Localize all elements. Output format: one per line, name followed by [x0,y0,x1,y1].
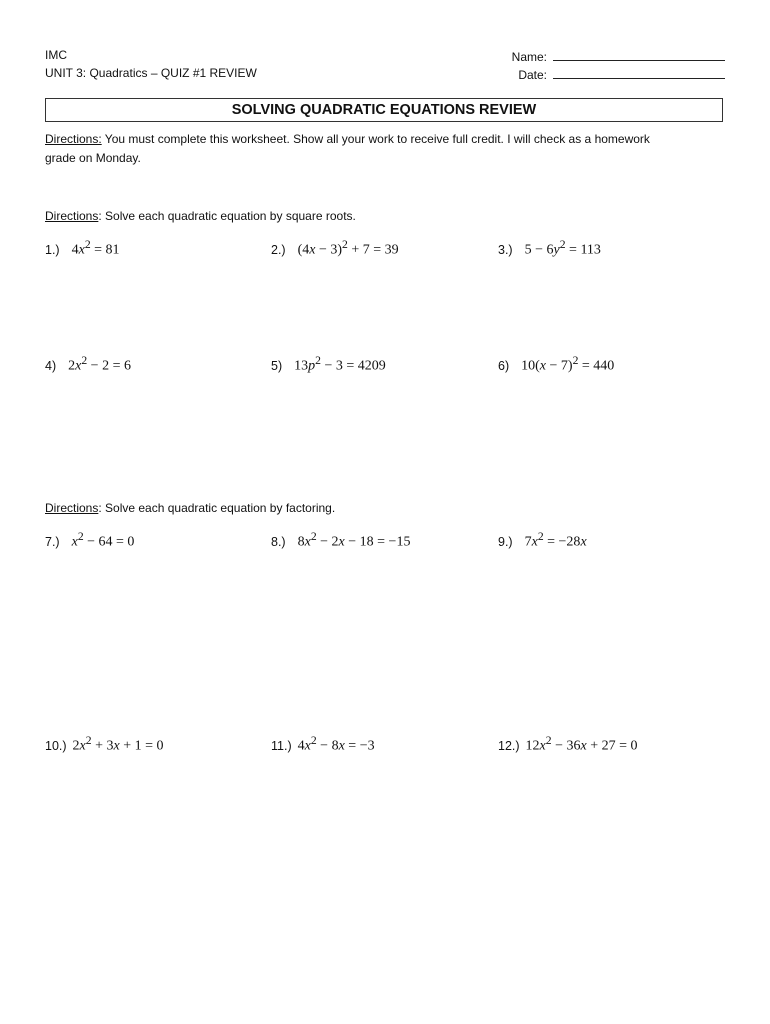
title-box [45,98,723,122]
problem-number: 8.) [271,534,286,549]
problem-number: 4) [45,358,57,373]
intro-directions-label: Directions: [45,132,102,146]
unit-label: UNIT 3: Quadratics – QUIZ #1 REVIEW [45,66,257,80]
problem-10 [45,734,164,755]
section2-directions-label: Directions [45,501,99,515]
problem-4 [45,354,131,375]
problem-number: 2.) [271,242,286,257]
problem-equation: $7x^2 = -28x$ [524,530,587,550]
date-field[interactable] [518,66,725,82]
problem-equation: $8x^2 - 2x - 18 = -15$ [297,530,411,550]
section2-directions-text: : Solve each quadratic equation by factoring. [98,501,336,515]
problem-8 [271,530,410,551]
problem-number: 10.) [45,738,67,753]
section1-directions-label: Directions [45,209,99,223]
problem-1 [45,238,120,259]
name-blank-line[interactable] [553,48,725,61]
section2-directions [45,499,335,518]
section1-directions-text: : Solve each quadratic equation by square roots. [98,209,356,223]
problem-equation: $5 - 6y^2 = 113$ [524,238,601,258]
problem-number: 3.) [498,242,513,257]
date-blank-line[interactable] [553,66,725,79]
problem-equation: $2x^2 + 3x + 1 = 0$ [72,734,164,754]
course-label: IMC [45,48,67,62]
problem-equation: $13p^2 - 3 = 4209$ [294,354,386,374]
problem-2 [271,238,399,259]
problem-equation: $12x^2 - 36x + 27 = 0$ [525,734,638,754]
problem-12 [498,734,638,755]
intro-directions [45,130,650,149]
name-field[interactable] [512,48,725,64]
problem-7 [45,530,134,551]
problem-number: 1.) [45,242,60,257]
problem-6 [498,354,614,375]
problem-number: 12.) [498,738,520,753]
section1-directions [45,207,356,226]
problem-equation: $2x^2 - 2 = 6$ [68,354,131,374]
problem-equation: $4x^2 = 81$ [71,238,120,258]
problem-3 [498,238,601,259]
problem-equation: $x^2 - 64 = 0$ [71,530,135,550]
problem-5 [271,354,386,375]
problem-number: 5) [271,358,283,373]
problem-equation: $10(x - 7)^2 = 440$ [521,354,615,374]
problem-equation: $4x^2 - 8x = -3$ [297,734,375,754]
page-title: SOLVING QUADRATIC EQUATIONS REVIEW [231,102,537,118]
date-label: Date: [518,68,547,82]
problem-11 [271,734,375,755]
intro-directions-text: You must complete this worksheet. Show all your work to receive full credit. I will check as a homework [101,132,650,146]
problem-number: 11.) [271,738,292,753]
problem-equation: $(4x - 3)^2 + 7 = 39$ [297,238,399,258]
problem-9 [498,530,587,551]
problem-number: 6) [498,358,510,373]
problem-number: 9.) [498,534,513,549]
problem-number: 7.) [45,534,60,549]
name-label: Name: [511,50,547,64]
intro-directions-cont: grade on Monday. [45,151,141,165]
